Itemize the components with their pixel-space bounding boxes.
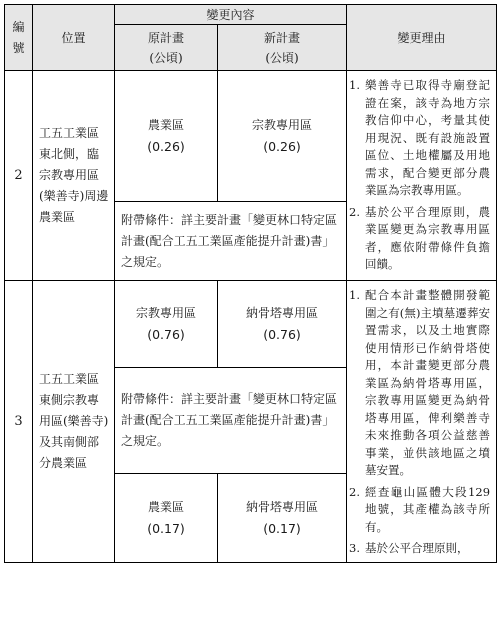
reason-number: 3. [349,541,360,555]
header-new-plan: 新計畫 (公頃) [218,25,347,71]
new-zone: 納骨塔專用區 [246,499,319,514]
new-area: (0.76) [263,326,301,342]
original-area: (0.76) [147,326,185,342]
original-plan-cell [115,473,218,562]
new-area: (0.26) [263,139,301,154]
reason-item [349,287,490,480]
header-original-plan: 原計畫 (公頃) [115,25,218,71]
location-cell: 工五工業區東側宗教專用區(樂善寺)及其南側部分農業區 [33,281,115,563]
header-location: 位置 [33,5,115,71]
reason-number: 2. [349,484,360,499]
condition-cell: 附帶條件：詳主要計畫「變更林口特定區計畫(配合工五工業區產能提升計畫)書」之規定。 [115,202,347,281]
reason-list [349,287,490,558]
new-zone: 宗教專用區 [252,118,313,132]
new-plan-cell [218,71,347,202]
reason-item [349,204,490,274]
new-zone: 納骨塔專用區 [246,305,319,320]
original-plan-cell [115,281,218,368]
location-cell: 工五工業區東北側，臨宗教專用區(樂善寺)周邊農業區 [33,71,115,281]
reason-list [349,77,490,274]
condition-cell: 附帶條件：詳主要計畫「變更林口特定區計畫(配合工五工業區產能提升計畫)書」之規定。 [115,367,347,473]
reason-text: 經查龜山區體大段129地號，其產權為該寺所有。 [365,484,491,534]
reason-item [349,77,490,200]
reason-number: 1. [349,288,360,302]
reason-text: 樂善寺已取得寺廟登記證在案，該寺為地方宗教信仰中心，考量其使用現況、既有設施設置區位、土地權屬及用地需求，配合變更部分農業區為宗教專用區。 [365,78,491,197]
original-area: (0.26) [147,139,185,154]
original-zone: 農業區 [147,118,184,132]
new-plan-cell [218,281,347,368]
new-plan-cell [218,473,347,562]
reason-number: 2. [349,204,360,219]
new-area: (0.17) [263,520,301,536]
original-plan-cell [115,71,218,202]
header-change-content: 變更內容 [115,5,347,25]
original-area: (0.17) [147,520,185,536]
original-zone: 宗教專用區 [135,305,196,320]
row-number: 2 [5,71,33,281]
reason-cell [347,71,497,281]
header-no: 編 號 [5,5,33,71]
reason-cell [347,281,497,563]
reason-number: 1. [349,78,360,92]
reason-item [349,484,490,537]
header-reason: 變更理由 [347,5,497,71]
reason-text: 配合本計畫整體開發範圍之有(無)主墳墓遷葬安置需求，以及土地實際使用情形已作納骨塔使用，本計畫變更部分農業區為納骨塔專用區，宗教專用區變更為納骨塔專用區，俾利樂善寺未來推動各項公益慈善事業，並供該地區之墳墓安置。 [365,288,491,477]
plan-change-table [4,4,497,563]
row-number: 3 [5,281,33,563]
reason-text: 基於公平合理原則， [365,541,469,555]
reason-item [349,540,490,558]
reason-text: 基於公平合理原則，農業區變更為宗教專用區者，應依附帶條件負擔回饋。 [365,204,491,271]
original-zone: 農業區 [147,499,184,514]
